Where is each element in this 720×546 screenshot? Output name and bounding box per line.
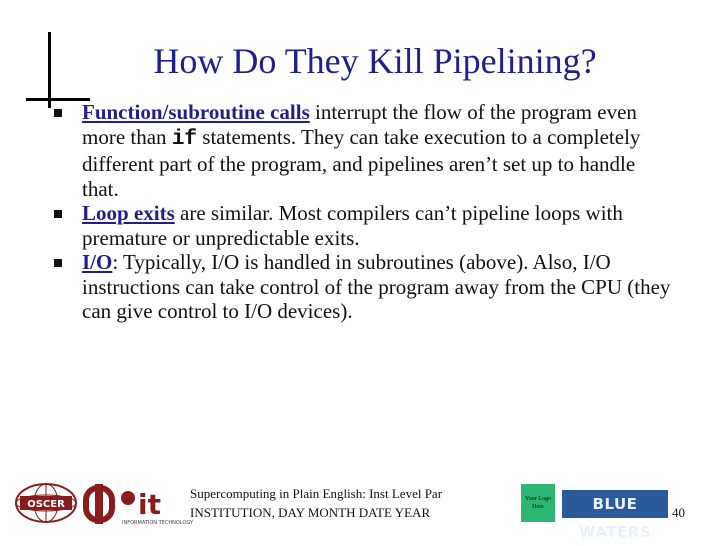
footer-text (190, 484, 480, 522)
highlight-loop-exits: Loop exits (82, 201, 175, 225)
footer-line-1: Supercomputing in Plain English: Inst Level Par (190, 486, 443, 501)
footer-line-2: INSTITUTION, DAY MONTH DATE YEAR (190, 505, 431, 520)
square-bullet-icon (54, 210, 62, 218)
page-number: 40 (672, 505, 685, 520)
oscer-logo (14, 482, 78, 524)
decorative-vertical-line (48, 32, 51, 108)
square-bullet-icon (54, 109, 62, 117)
bullet-text: interrupt the flow of the program even more than (82, 100, 637, 149)
bullet-item-io (54, 250, 674, 324)
bullet-item-loop-exits (54, 201, 674, 250)
highlight-function-calls: Function/subroutine calls (82, 100, 310, 124)
bullet-text: statements. They can take execution to a completely different part of the program, and pipelines aren’t set up to handle that. (82, 124, 641, 201)
bullet-text: : Typically, I/O is handled in subroutines (above). Also, I/O instructions can take control of the program away from the CPU (they can give control to I/O devices). (82, 250, 671, 323)
your-logo-placeholder: Your Logo Here (521, 484, 555, 522)
ou-logo (82, 484, 116, 524)
blue-waters-logo: BLUE WATERS (562, 490, 668, 518)
square-bullet-icon (54, 259, 62, 267)
it-logo-subtext: INFORMATION TECHNOLOGY (122, 520, 194, 526)
slide-title: How Do They Kill Pipelining? (153, 41, 597, 81)
oscer-logo-text: OSCER (27, 499, 65, 510)
bullet-list (54, 100, 674, 324)
bullet-item-function-calls (54, 100, 674, 201)
bullet-text: are similar. Most compilers can’t pipeline loops with premature or unpredictable exits. (82, 201, 623, 250)
it-logo (120, 484, 200, 526)
highlight-io: I/O (82, 250, 113, 274)
it-logo-text: it (138, 488, 161, 521)
code-if: if (171, 127, 198, 151)
